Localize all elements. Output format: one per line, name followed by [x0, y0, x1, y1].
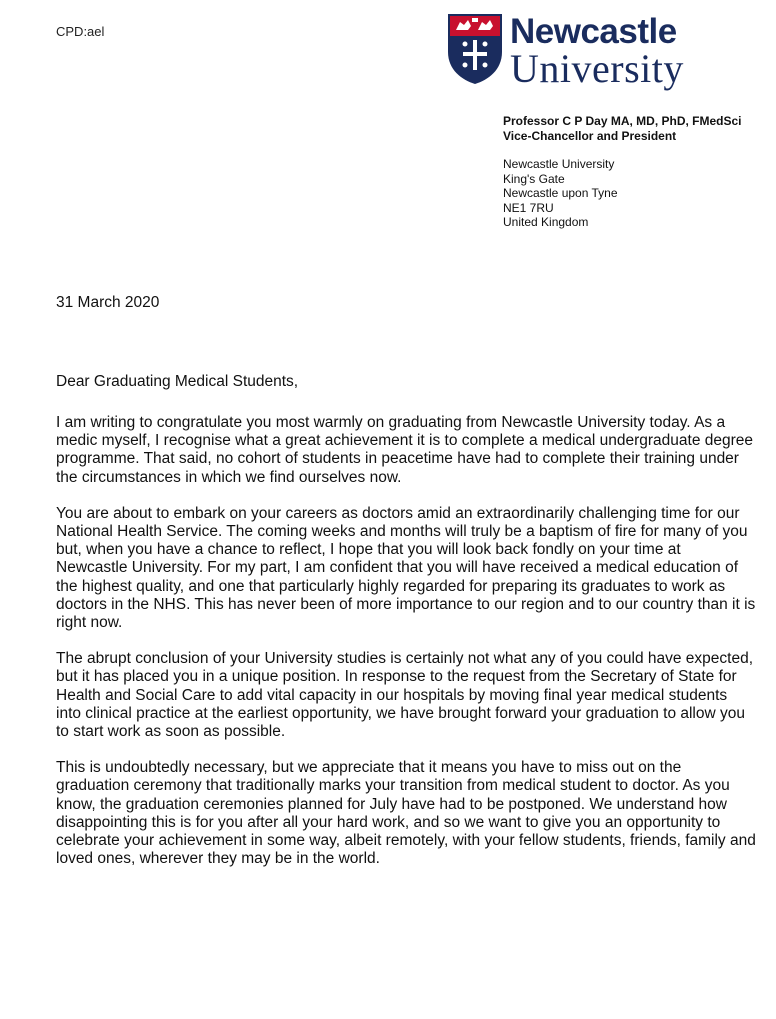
sender-name: Professor C P Day MA, MD, PhD, FMedSci: [503, 114, 742, 128]
address-line: Newcastle upon Tyne: [503, 186, 618, 200]
letter-body: [56, 414, 756, 886]
letter-date: 31 March 2020: [56, 294, 160, 311]
university-logo: [446, 12, 736, 98]
address-line: Newcastle University: [503, 157, 615, 171]
paragraph: The abrupt conclusion of your University studies is certainly not what any of you could have expected, but it has placed you in a unique position. In response to the request from the Secretary of State for Health and Social Care to add vital capacity in our hospitals by moving final year medical students into clinical practice at the earliest opportunity, we have brought forward your graduation to allow you to start work as soon as possible.: [56, 650, 754, 741]
sender-block: [503, 114, 742, 144]
university-wordmark: [510, 14, 684, 89]
paragraph: This is undoubtedly necessary, but we appreciate that it means you have to miss out on the graduation ceremony that traditionally marks your transition from medical student to doctor. As you know, the graduation ceremonies planned for July have had to be postponed. We understand how disappointing this is for you after all your hard work, and so we want to give you an opportunity to celebrate your achievement in some way, albeit remotely, with your fellow students, friends, family and loved ones, wherever they may be in the world.: [56, 759, 756, 868]
salutation: Dear Graduating Medical Students,: [56, 373, 299, 390]
address-line: United Kingdom: [503, 215, 589, 229]
paragraph: You are about to embark on your careers as doctors amid an extraordinarily challenging time for our National Health Service. The coming weeks and months will truly be a baptism of fire for many of you but, when you have a chance to reflect, I hope that you will look back fondly on your time at Newcastle University. For my part, I am confident that you will have received a medical education of the highest quality, and one that particularly highly regarded for preparing its graduates to work as doctors in the NHS. This has never been of more importance to our region and to our country than it is right now.: [56, 504, 756, 632]
sender-title: Vice-Chancellor and President: [503, 129, 677, 143]
paragraph: I am writing to congratulate you most warmly on graduating from Newcastle University today. As a medic myself, I recognise what a great achievement it is to complete a medical undergraduate degree programme. That said, no cohort of students in peacetime have had to complete their training under the circumstances in which we find ourselves now.: [56, 414, 754, 486]
reference-code: CPD:ael: [56, 24, 105, 39]
address-line: King's Gate: [503, 171, 565, 186]
wordmark-line1: Newcastle: [510, 12, 677, 51]
address-line: NE1 7RU: [503, 200, 554, 215]
university-crest-icon: [446, 12, 504, 86]
sender-address: [503, 157, 618, 230]
wordmark-line2: University: [510, 46, 684, 91]
